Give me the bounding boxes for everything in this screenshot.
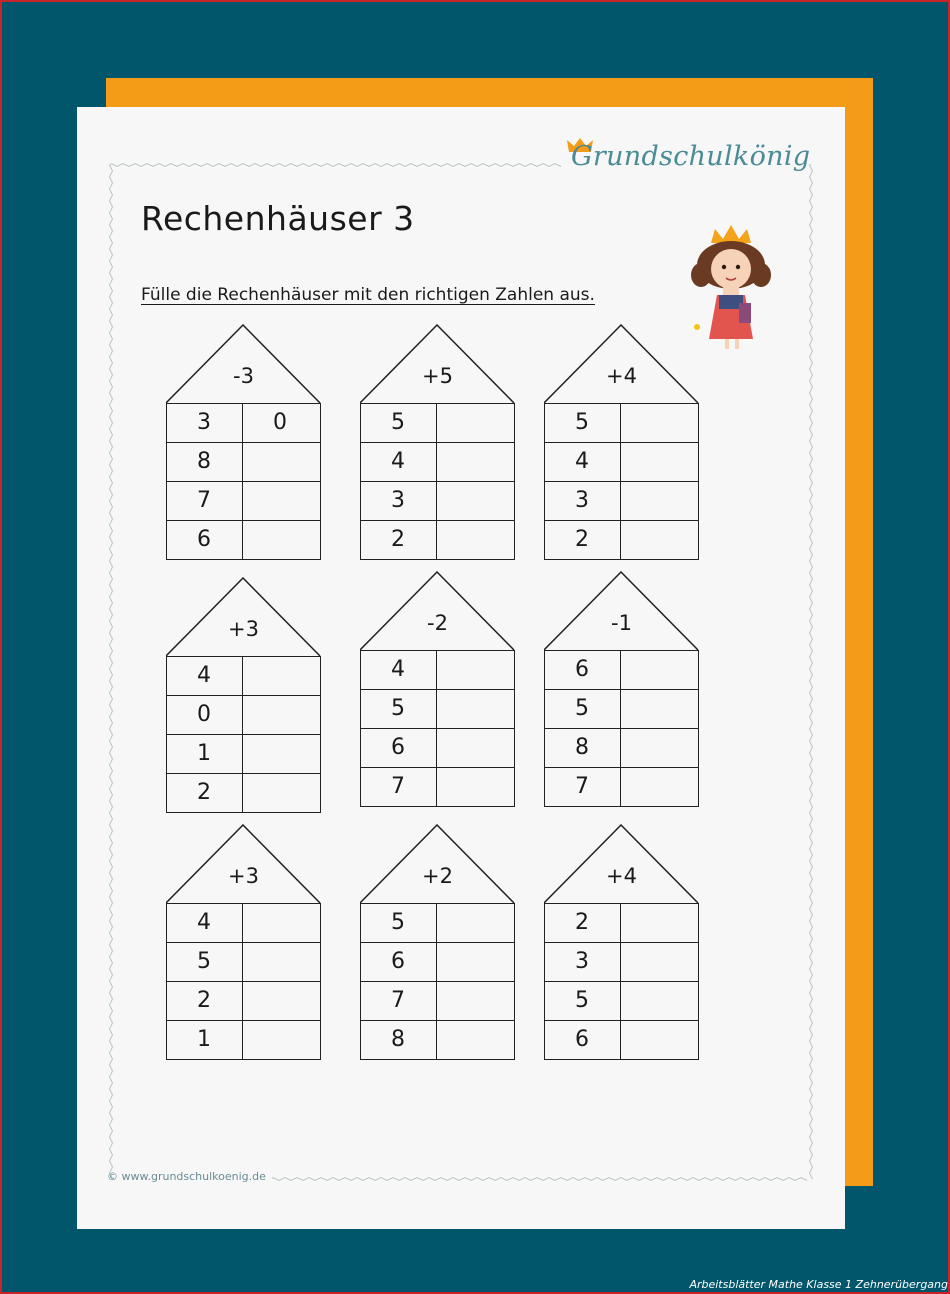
start-number: 1 [167, 735, 243, 773]
house-row [545, 651, 698, 690]
house-table [166, 403, 321, 560]
house-row [361, 943, 514, 982]
start-number: 7 [361, 768, 437, 806]
answer-cell[interactable] [621, 443, 697, 481]
answer-cell[interactable] [621, 768, 697, 806]
start-number: 4 [361, 651, 437, 689]
house-row [167, 735, 320, 774]
answer-cell[interactable] [437, 1021, 513, 1059]
answer-cell[interactable] [437, 443, 513, 481]
answer-cell[interactable] [243, 521, 319, 559]
answer-cell[interactable] [621, 904, 697, 942]
start-number: 5 [361, 904, 437, 942]
roof-operation: +3 [228, 617, 259, 641]
house-row [545, 690, 698, 729]
house-table [360, 403, 515, 560]
worksheet-page [77, 107, 845, 1229]
start-number: 4 [167, 657, 243, 695]
brand-logo: Grundschulkönig [571, 141, 811, 172]
roof-operation: -3 [233, 364, 254, 388]
answer-cell[interactable] [437, 768, 513, 806]
house-table [544, 650, 699, 807]
answer-cell[interactable] [243, 443, 319, 481]
start-number: 2 [167, 774, 243, 812]
house-table [544, 903, 699, 1060]
roof-operation: +4 [606, 864, 637, 888]
house-row [167, 982, 320, 1021]
answer-cell[interactable] [243, 735, 319, 773]
start-number: 5 [361, 404, 437, 442]
house-row [361, 443, 514, 482]
answer-cell[interactable] [243, 482, 319, 520]
start-number: 7 [545, 768, 621, 806]
house-table [360, 903, 515, 1060]
answer-cell[interactable] [243, 904, 319, 942]
house-row [545, 943, 698, 982]
roof-operation: -2 [427, 611, 448, 635]
start-number: 4 [545, 443, 621, 481]
answer-cell[interactable] [621, 943, 697, 981]
house-row [361, 904, 514, 943]
start-number: 8 [545, 729, 621, 767]
answer-cell[interactable] [621, 651, 697, 689]
answer-cell[interactable] [243, 657, 319, 695]
start-number: 1 [167, 1021, 243, 1059]
house-row [167, 521, 320, 559]
answer-cell[interactable] [437, 521, 513, 559]
house-row [167, 443, 320, 482]
answer-cell[interactable] [243, 982, 319, 1020]
house-row [167, 774, 320, 812]
house-row [545, 982, 698, 1021]
house-row [361, 1021, 514, 1059]
answer-cell[interactable] [437, 404, 513, 442]
house-row [167, 657, 320, 696]
house-row [167, 1021, 320, 1059]
answer-cell[interactable] [437, 904, 513, 942]
house-row [167, 482, 320, 521]
answer-cell[interactable] [437, 729, 513, 767]
house-row [167, 404, 320, 443]
answer-cell[interactable] [243, 943, 319, 981]
page-title: Rechenhäuser 3 [141, 199, 415, 238]
start-number: 5 [545, 982, 621, 1020]
answer-cell[interactable] [243, 774, 319, 812]
answer-cell[interactable] [621, 982, 697, 1020]
house-row [545, 404, 698, 443]
house-table [360, 650, 515, 807]
answer-cell[interactable] [621, 521, 697, 559]
house-row [545, 768, 698, 806]
footer-url: © www.grundschulkoenig.de [107, 1170, 266, 1183]
start-number: 4 [167, 904, 243, 942]
start-number: 6 [167, 521, 243, 559]
start-number: 4 [361, 443, 437, 481]
caption-text: Arbeitsblätter Mathe Klasse 1 Zehnerübergang [689, 1278, 948, 1291]
answer-cell[interactable] [621, 482, 697, 520]
start-number: 0 [167, 696, 243, 734]
princess-illustration [689, 217, 779, 357]
house-table [544, 403, 699, 560]
start-number: 3 [167, 404, 243, 442]
house-row [361, 690, 514, 729]
start-number: 6 [545, 651, 621, 689]
start-number: 2 [167, 982, 243, 1020]
answer-cell[interactable] [437, 690, 513, 728]
house-row [361, 768, 514, 806]
instruction-text: Fülle die Rechenhäuser mit den richtigen Zahlen aus. [141, 285, 595, 305]
roof-operation: +4 [606, 364, 637, 388]
start-number: 5 [545, 404, 621, 442]
answer-cell[interactable] [621, 1021, 697, 1059]
house-row [361, 404, 514, 443]
answer-cell[interactable]: 0 [273, 410, 287, 435]
house-row [361, 729, 514, 768]
start-number: 3 [545, 482, 621, 520]
house-row [545, 443, 698, 482]
house-row [361, 982, 514, 1021]
start-number: 2 [545, 521, 621, 559]
house-table [166, 903, 321, 1060]
start-number: 3 [361, 482, 437, 520]
house-row [167, 696, 320, 735]
house-row [545, 904, 698, 943]
answer-cell[interactable] [437, 982, 513, 1020]
house-row [167, 943, 320, 982]
start-number: 8 [361, 1021, 437, 1059]
start-number: 6 [361, 729, 437, 767]
house-row [361, 521, 514, 559]
start-number: 7 [167, 482, 243, 520]
house-row [545, 521, 698, 559]
start-number: 6 [361, 943, 437, 981]
start-number: 5 [167, 943, 243, 981]
start-number: 3 [545, 943, 621, 981]
house-table [166, 656, 321, 813]
house-row [361, 482, 514, 521]
answer-cell[interactable] [621, 404, 697, 442]
roof-operation: +5 [422, 364, 453, 388]
answer-cell[interactable] [437, 943, 513, 981]
answer-cell[interactable] [621, 729, 697, 767]
house-row [545, 1021, 698, 1059]
start-number: 2 [545, 904, 621, 942]
roof-operation: +2 [422, 864, 453, 888]
start-number: 2 [361, 521, 437, 559]
house-row [167, 904, 320, 943]
roof-operation: +3 [228, 864, 259, 888]
answer-cell[interactable] [243, 696, 319, 734]
roof-operation: -1 [611, 611, 632, 635]
house-row [545, 482, 698, 521]
start-number: 8 [167, 443, 243, 481]
answer-cell[interactable] [437, 482, 513, 520]
answer-cell[interactable] [243, 1021, 319, 1059]
start-number: 7 [361, 982, 437, 1020]
start-number: 5 [545, 690, 621, 728]
start-number: 5 [361, 690, 437, 728]
house-row [545, 729, 698, 768]
start-number: 6 [545, 1021, 621, 1059]
answer-cell[interactable] [621, 690, 697, 728]
house-row [361, 651, 514, 690]
answer-cell[interactable] [437, 651, 513, 689]
